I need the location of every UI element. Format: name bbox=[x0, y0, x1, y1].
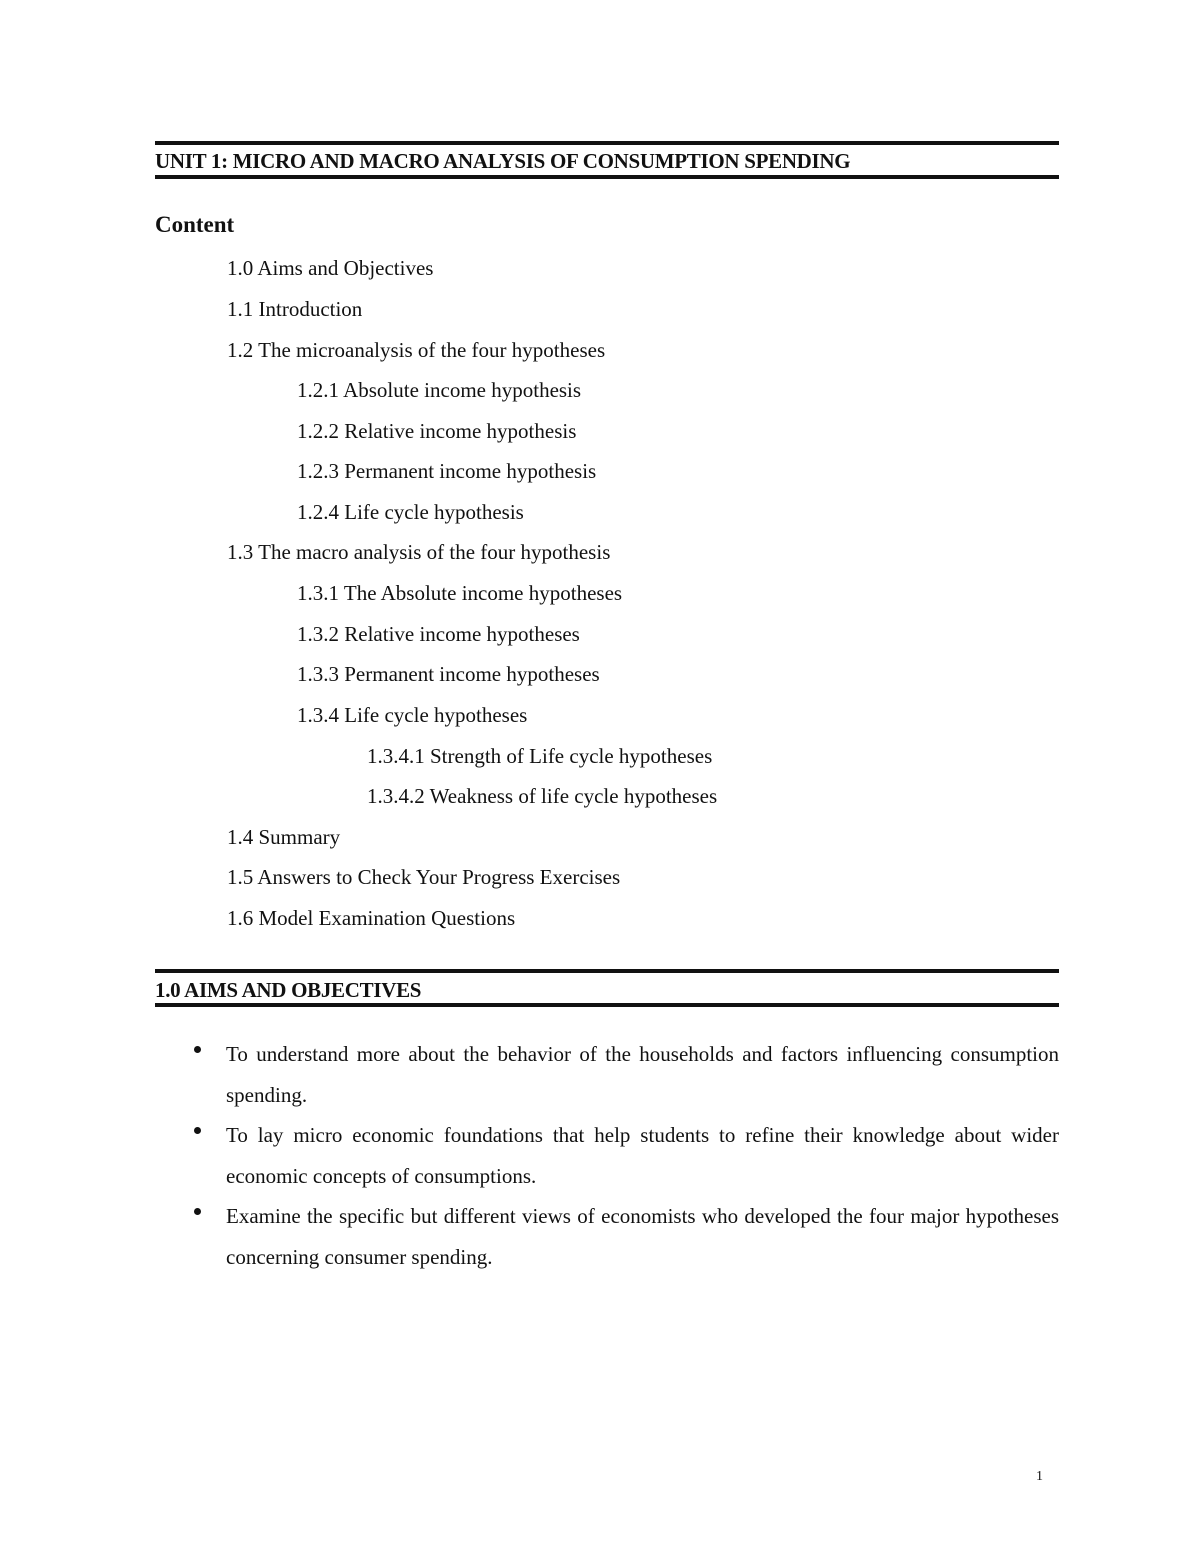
unit-title: UNIT 1: MICRO AND MACRO ANALYSIS OF CONSUMPTION SPENDING bbox=[155, 149, 851, 173]
objective-text: To lay micro economic foundations that help students to refine their knowledge about wider economic concepts of consumptions. bbox=[226, 1123, 1059, 1188]
toc-item: 1.6 Model Examination Questions bbox=[227, 906, 516, 930]
title-bottom-rule bbox=[155, 175, 1059, 179]
toc-item: 1.2.4 Life cycle hypothesis bbox=[297, 500, 524, 524]
section-heading: 1.0 AIMS AND OBJECTIVES bbox=[155, 978, 422, 1002]
toc-item: 1.3.4.1 Strength of Life cycle hypotheses bbox=[367, 744, 713, 768]
toc-item: 1.3.3 Permanent income hypotheses bbox=[297, 662, 600, 686]
toc-item: 1.3.2 Relative income hypotheses bbox=[297, 622, 580, 646]
toc-item: 1.3.4.2 Weakness of life cycle hypotheses bbox=[367, 784, 718, 808]
toc-item: 1.3.1 The Absolute income hypotheses bbox=[297, 581, 623, 605]
toc-item: 1.0 Aims and Objectives bbox=[227, 256, 434, 280]
toc-item: 1.4 Summary bbox=[227, 825, 341, 849]
toc-item: 1.1 Introduction bbox=[227, 297, 363, 321]
bullet-icon bbox=[194, 1127, 201, 1134]
toc-item: 1.3 The macro analysis of the four hypothesis bbox=[227, 540, 611, 564]
bullet-icon bbox=[194, 1046, 201, 1053]
toc-item: 1.5 Answers to Check Your Progress Exercises bbox=[227, 865, 621, 889]
toc-item: 1.3.4 Life cycle hypotheses bbox=[297, 703, 528, 727]
bullet-icon bbox=[194, 1208, 201, 1215]
toc-item: 1.2.1 Absolute income hypothesis bbox=[297, 378, 582, 402]
toc-item: 1.2 The microanalysis of the four hypotheses bbox=[227, 338, 606, 362]
section-bottom-rule bbox=[155, 1003, 1059, 1007]
toc-item: 1.2.3 Permanent income hypothesis bbox=[297, 459, 597, 483]
objective-text: To understand more about the behavior of the households and factors influencing consumption spending. bbox=[226, 1042, 1059, 1107]
title-top-rule bbox=[155, 141, 1059, 145]
content-label: Content bbox=[155, 212, 235, 237]
section-top-rule bbox=[155, 969, 1059, 973]
page-number: 1 bbox=[1036, 1469, 1043, 1484]
objective-text: Examine the specific but different views of economists who developed the four major hypotheses concerning consumer spending. bbox=[226, 1204, 1059, 1269]
toc-item: 1.2.2 Relative income hypothesis bbox=[297, 419, 577, 443]
